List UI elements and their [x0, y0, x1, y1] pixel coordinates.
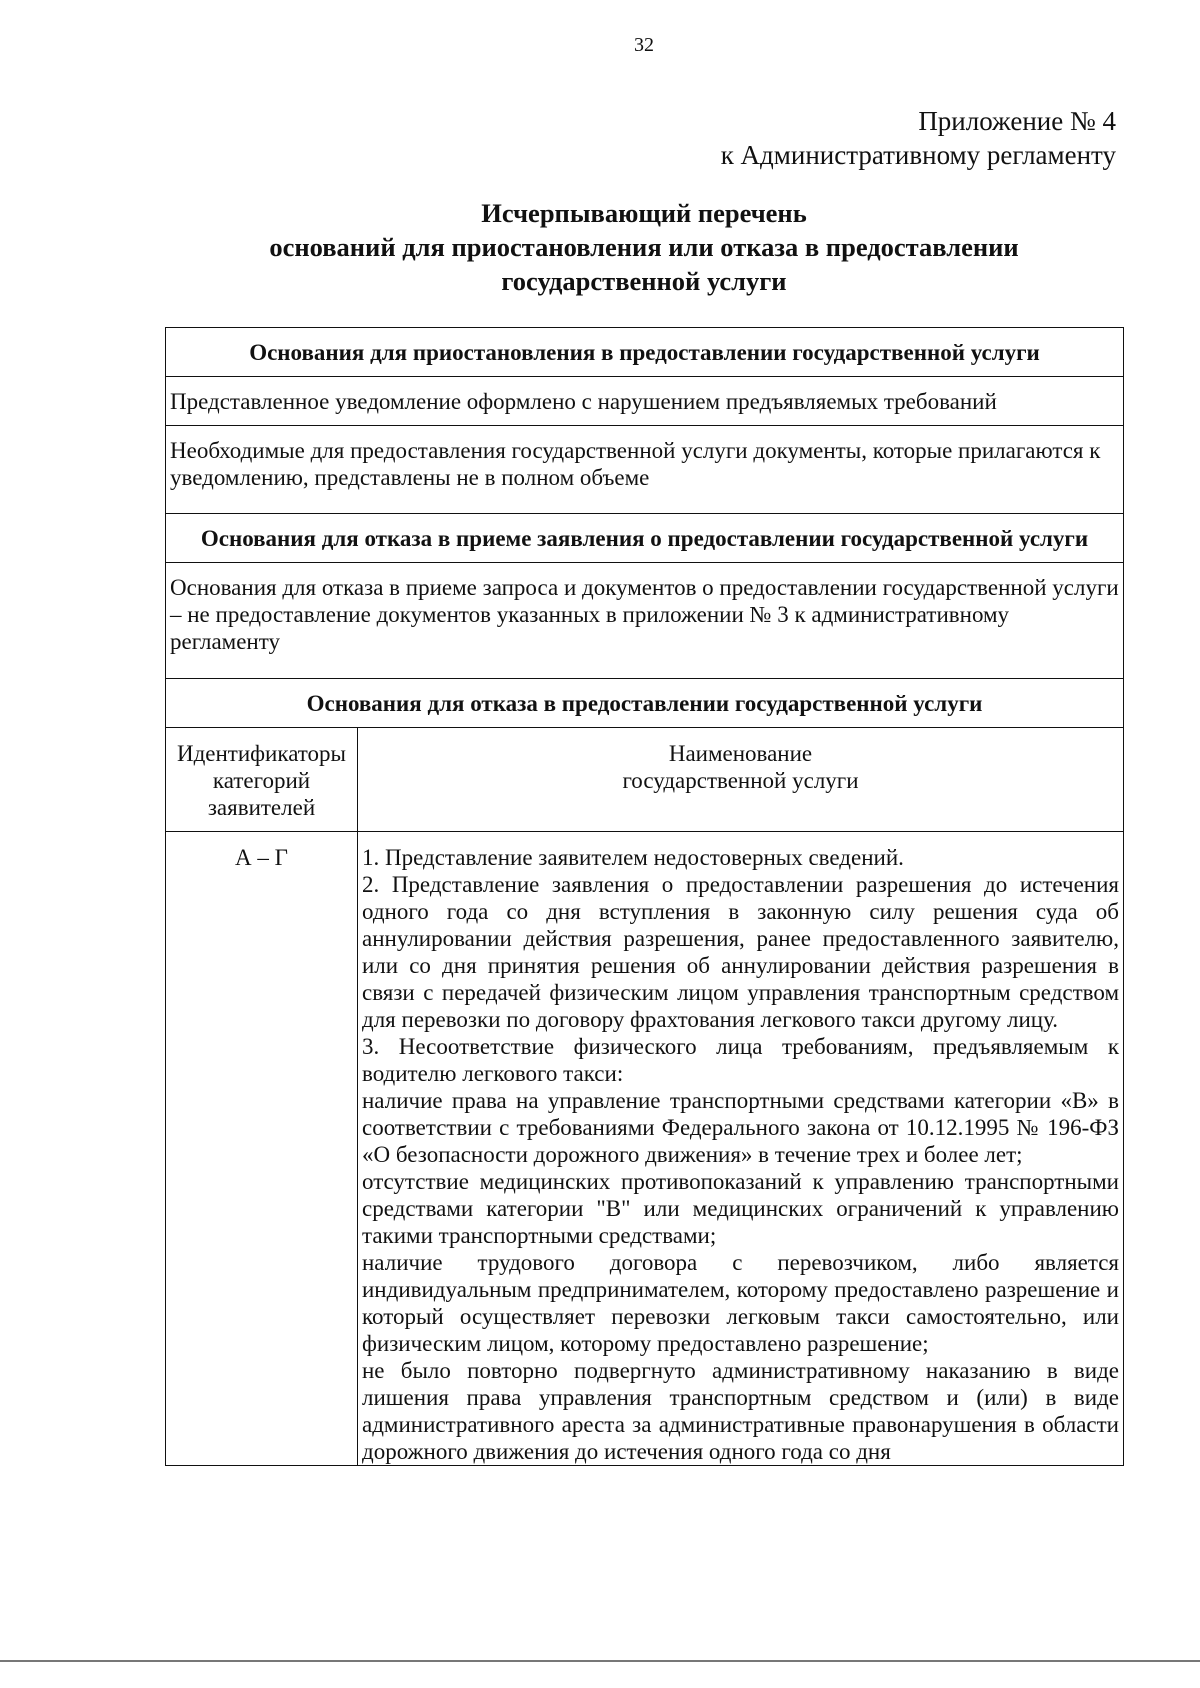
title-line-1: Исчерпывающий перечень	[481, 198, 807, 228]
refusal-reasons-cell	[358, 832, 1124, 1466]
grounds-table	[165, 327, 1124, 1466]
refusal-reason-2: 2. Представление заявления о предоставлении разрешения до истечения одного года со дня вступления в законную силу решения суда об аннулировании действия разрешения, ранее предоставленного заявителю, или со дня принятия решения об аннулировании действия разрешения в связи с передачей физическим лицом управления транспортным средством для перевозки по договору фрахтования легкового такси другому лицу.	[362, 872, 1119, 1032]
document-title	[0, 196, 1200, 298]
page-bottom-edge	[0, 1660, 1200, 1662]
requirement-contract: наличие трудового договора с перевозчиком, либо является индивидуальным предпринимателем, которому предоставлено разрешение и который осуществляет перевозки легковым такси самостоятельно, или физическим лицом, которому предоставлено разрешение;	[362, 1250, 1119, 1356]
refusal-reason-3: 3. Несоответствие физического лица требованиям, предъявляемым к водителю легкового такси:	[362, 1034, 1119, 1086]
title-line-3: государственной услуги	[501, 266, 787, 296]
suspension-reason-2: Необходимые для предоставления государственной услуги документы, которые прилагаются к уведомлению, представлены не в полном объеме	[166, 426, 1124, 514]
suspension-reason-1: Представленное уведомление оформлено с нарушением предъявляемых требований	[166, 377, 1124, 426]
requirement-no-penalty: не было повторно подвергнуто административному наказанию в виде лишения права управления транспортным средством и (или) в виде административного ареста за административные правонарушения в области дорожного движения до истечения одного года со дня	[362, 1358, 1119, 1464]
column-header-service-name	[358, 728, 1124, 832]
refusal-acceptance-header: Основания для отказа в приеме заявления о предоставлении государственной услуги	[166, 514, 1124, 563]
column-header-applicant-ids: Идентификаторы категорий заявителей	[166, 728, 358, 832]
requirement-license: наличие права на управление транспортными средствами категории «В» в соответствии с требованиями Федерального закона от 10.12.1995 № 196-ФЗ «О безопасности дорожного движения» в течение трех и более лет;	[362, 1088, 1119, 1167]
refusal-reason-1: 1. Представление заявителем недостоверных сведений.	[362, 845, 904, 870]
suspension-header: Основания для приостановления в предоставлении государственной услуги	[166, 328, 1124, 377]
applicant-id-cell: А – Г	[166, 832, 358, 1466]
refusal-service-header: Основания для отказа в предоставлении государственной услуги	[166, 679, 1124, 728]
appendix-line-2: к Административному регламенту	[720, 140, 1116, 170]
title-line-2: оснований для приостановления или отказа в предоставлении	[269, 232, 1019, 262]
refusal-acceptance-reason-1: Основания для отказа в приеме запроса и документов о предоставлении государственной услуги – не предоставление документов указанных в приложении № 3 к административному регламенту	[166, 563, 1124, 679]
appendix-line-1: Приложение № 4	[918, 106, 1116, 136]
page-number: 32	[634, 34, 654, 56]
appendix-note	[721, 104, 1116, 172]
column-header-service-name-text: Наименование государственной услуги	[622, 741, 859, 793]
requirement-medical: отсутствие медицинских противопоказаний к управлению транспортными средствами категории "В" или медицинских ограничений к управлению такими транспортными средствами;	[362, 1169, 1119, 1248]
